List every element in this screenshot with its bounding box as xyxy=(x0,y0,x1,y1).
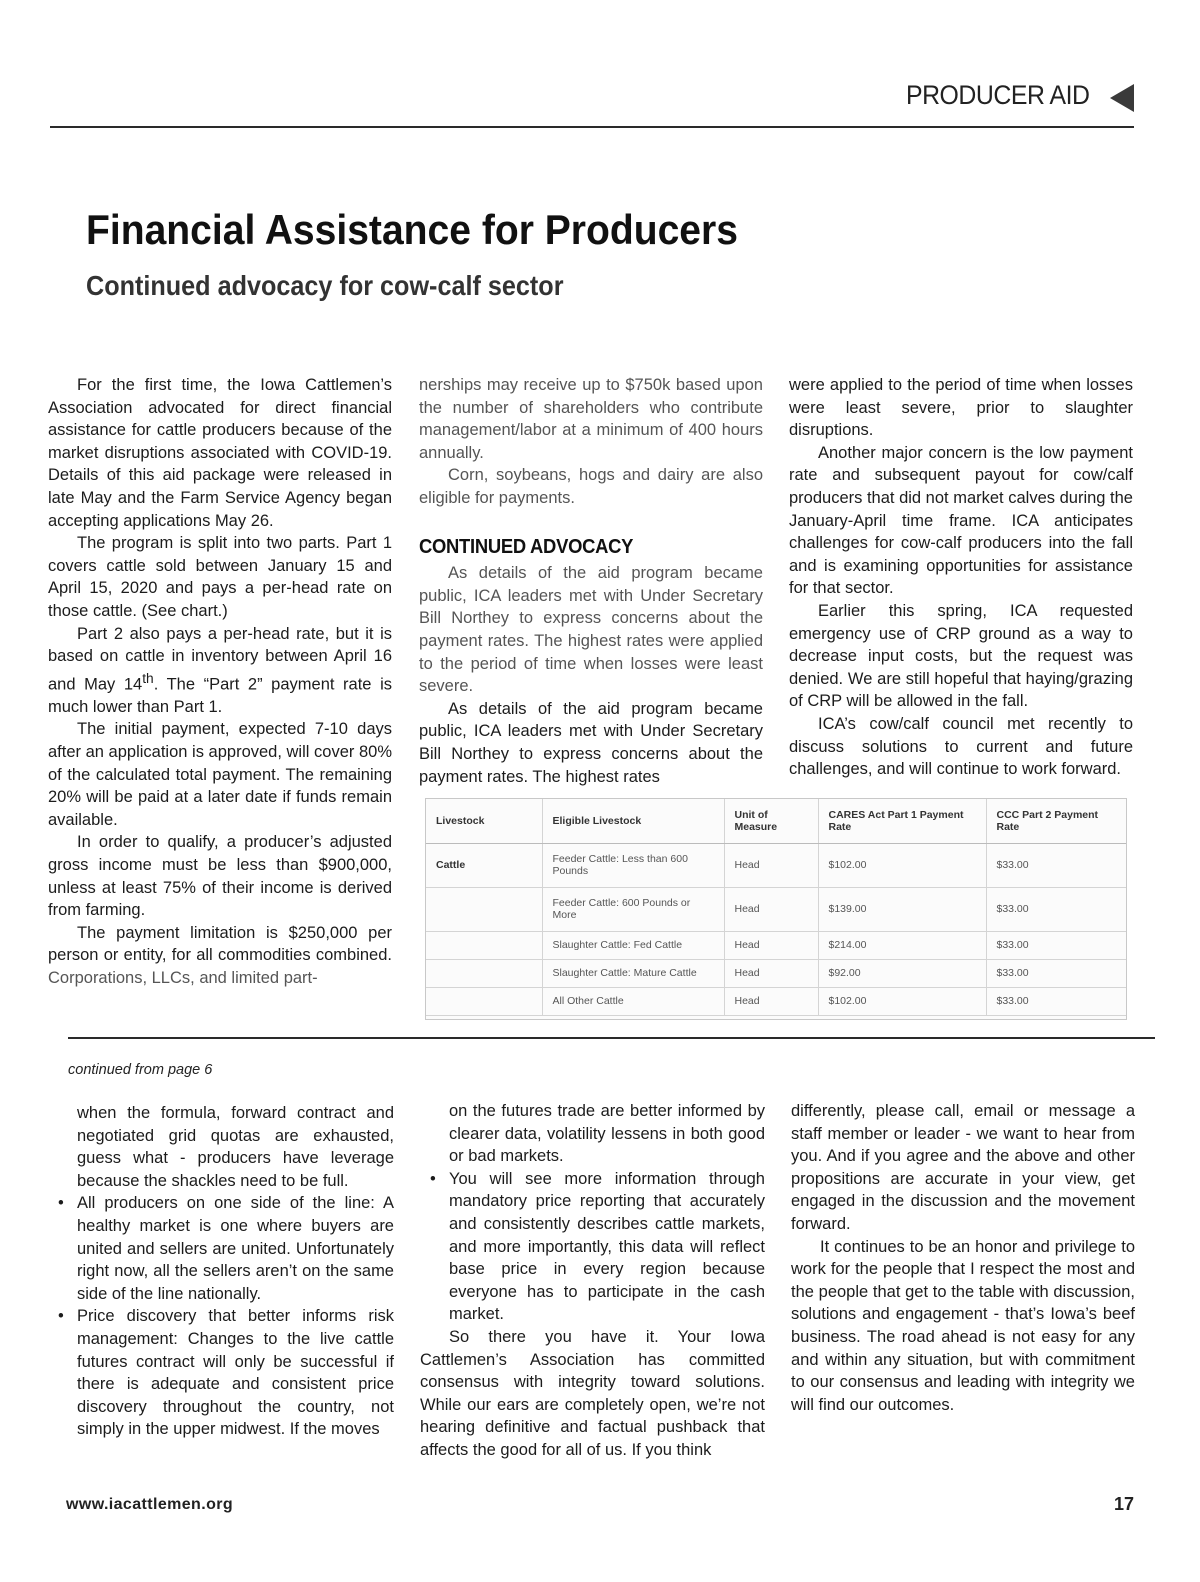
column-header: CARES Act Part 1 Payment Rate xyxy=(818,799,986,843)
table-cell: Slaughter Cattle: Mature Cattle xyxy=(542,959,724,987)
column-header: CCC Part 2 Payment Rate xyxy=(986,799,1126,843)
table-cell: Head xyxy=(724,887,818,931)
paragraph: As details of the aid program became public, ICA leaders met with Under Secretary Bill Northey to express concerns about the payment rates. The highest rates xyxy=(419,699,763,786)
continued-column-1 xyxy=(48,1102,394,1441)
text-run: The payment limitation is $250,000 per person or entity, for all commodities combined. xyxy=(48,923,392,965)
section-label: PRODUCER AID xyxy=(906,80,1090,110)
text-run: Part 2 also pays a per-head rate, but it is based on cattle in inventory between April 16 and May 14 xyxy=(48,624,392,694)
page-number: 17 xyxy=(1113,1494,1134,1514)
paragraph: Earlier this spring, ICA requested emergency use of CRP ground as a way to decrease input costs, but the request was denied. We are still hopeful that haying/grazing of CRP will be allowed in the fall. xyxy=(789,601,1133,711)
header-rule xyxy=(50,126,1134,128)
table-cell xyxy=(426,959,542,987)
paragraph: As details of the aid program became public, ICA leaders met with Under Secretary Bill Northey to express concerns about the payment rates. The highest rates were applied to the period of time when losses were least severe. xyxy=(419,564,763,696)
bullet-item xyxy=(420,1168,765,1326)
paragraph: nerships may receive up to $750k based upon the number of shareholders who contribute management/labor at a minimum of 400 hours annually. xyxy=(419,376,763,462)
footer-url: www.iacattlemen.org xyxy=(66,1496,234,1513)
paragraph: The initial payment, expected 7-10 days after an application is approved, will cover 80% of the calculated total payment. The remaining 20% will be paid at a later date if funds remain available. xyxy=(48,720,392,829)
table-cell: $139.00 xyxy=(818,887,986,931)
table-cell: $214.00 xyxy=(818,931,986,959)
continued-label: continued from page 6 xyxy=(68,1062,213,1078)
paragraph: The program is split into two parts. Part 1 covers cattle sold between January 15 and April 15, 2020 and pays a per-head rate on those cattle. (See chart.) xyxy=(48,534,392,620)
paragraph xyxy=(48,922,392,990)
bullet-item xyxy=(48,1192,394,1305)
text-run: All producers on one side of the line: A healthy market is one where buyers are united and sellers are united. Unfortunately right now, all the sellers aren’t on the same side of the line nationally. xyxy=(77,1194,394,1303)
bullet-icon: • xyxy=(58,1307,64,1326)
table-cell: Feeder Cattle: 600 Pounds or More xyxy=(542,887,724,931)
table-cell: $33.00 xyxy=(986,887,1126,931)
table-cell: Head xyxy=(724,843,818,887)
text-run: You will see more information through mandatory price reporting that accurately and consistently describes cattle markets, and more importantly, this data will reflect base price in every region because everyone has to participate in the cash market. xyxy=(449,1169,765,1324)
table-cell: $33.00 xyxy=(986,931,1126,959)
table-cell: All Other Cattle xyxy=(542,987,724,1015)
article-subtitle: Continued advocacy for cow-calf sector xyxy=(86,270,564,301)
table-cell xyxy=(426,987,542,1015)
table-cell: Head xyxy=(724,931,818,959)
bullet-icon: • xyxy=(58,1194,64,1213)
table-cell: Head xyxy=(724,987,818,1015)
paragraph: when the formula, forward contract and negotiated grid quotas are exhausted, guess what - producers have leverage because the shackles need to be full. xyxy=(77,1104,394,1190)
table-cell: Cattle xyxy=(426,843,542,887)
continued-column-2 xyxy=(420,1100,765,1462)
table-cell: $102.00 xyxy=(818,843,986,887)
table-cell: $33.00 xyxy=(986,959,1126,987)
section-arrow-icon xyxy=(1110,84,1134,112)
column-header: Eligible Livestock xyxy=(542,799,724,843)
table xyxy=(426,799,1126,1016)
paragraph: For the first time, the Iowa Cattlemen’s Association advocated for direct financial assistance for cattle producers because of the market disruptions associated with COVID-19. Details of this aid package were released in late May and the Farm Service Agency began accepting applications May 26. xyxy=(48,376,392,530)
paragraph: Another major concern is the low payment rate and subsequent payout for cow/calf producers that did not market calves during the January-April time frame. ICA anticipates challenges for cow-calf producers into the fall and is examining opportunities for assistance for that sector. xyxy=(789,443,1133,598)
paragraph: differently, please call, email or message a staff member or leader - we want to hear from you. And if you agree and the above and other propositions are accurate in your view, get engaged in the discussion and the movement forward. xyxy=(791,1102,1135,1233)
paragraph: So there you have it. Your Iowa Cattlemen’s Association has committed consensus with integrity toward solutions. While our ears are completely open, we’re not hearing definitive and factual pushback that affects the good for all of us. If you think xyxy=(420,1327,765,1459)
payment-rate-table xyxy=(425,798,1127,1020)
column-header: Livestock xyxy=(426,799,542,843)
paragraph: Corn, soybeans, hogs and dairy are also eligible for payments. xyxy=(419,466,763,507)
table-header-row xyxy=(426,799,1126,843)
paragraph: In order to qualify, a producer’s adjusted gross income must be less than $900,000, unless at least 75% of their income is derived from farming. xyxy=(48,833,392,920)
bullet-item xyxy=(48,1305,394,1441)
article-column-3 xyxy=(789,374,1133,781)
table-cell: Feeder Cattle: Less than 600 Pounds xyxy=(542,843,724,887)
paragraph: It continues to be an honor and privilege to work for the people that I respect the most and the people that get to the table with discussion, solutions and engagement - that’s Iowa’s beef business. The road ahead is not easy for any and within any situation, but with commitment to our consensus and leading with integrity we will find our outcomes. xyxy=(791,1237,1135,1414)
column-header: Unit of Measure xyxy=(724,799,818,843)
table-cell xyxy=(426,887,542,931)
article-column-2 xyxy=(419,374,763,788)
paragraph: on the futures trade are better informed by clearer data, volatility lessens in both good or bad markets. xyxy=(449,1102,765,1166)
table-row xyxy=(426,959,1126,987)
paragraph: were applied to the period of time when losses were least severe, prior to slaughter disruptions. xyxy=(789,376,1133,440)
table-row xyxy=(426,843,1126,887)
bullet-icon: • xyxy=(430,1169,436,1188)
article-column-1 xyxy=(48,374,392,990)
table-row xyxy=(426,887,1126,931)
table-cell: Slaughter Cattle: Fed Cattle xyxy=(542,931,724,959)
table-cell: Head xyxy=(724,959,818,987)
text-run: Price discovery that better informs risk management: Changes to the live cattle futures contract will only be successful if there is adequate and consistent price discovery throughout the country, not simply in the upper midwest. If the moves xyxy=(77,1307,394,1439)
paragraph: ICA’s cow/calf council met recently to discuss solutions to current and future challenges, and will continue to work forward. xyxy=(789,714,1133,779)
table-cell: $92.00 xyxy=(818,959,986,987)
table-row xyxy=(426,931,1126,959)
table-cell: $102.00 xyxy=(818,987,986,1015)
table-cell xyxy=(426,931,542,959)
text-run: Corporations, LLCs, and limited part- xyxy=(48,968,318,987)
superscript: th xyxy=(142,670,154,686)
table-cell: $33.00 xyxy=(986,987,1126,1015)
table-cell: $33.00 xyxy=(986,843,1126,887)
paragraph xyxy=(48,623,392,719)
text-run: . The “Part 2” payment rate is much lower than Part 1. xyxy=(48,675,392,716)
section-divider xyxy=(68,1037,1155,1039)
section-heading: CONTINUED ADVOCACY xyxy=(419,535,634,558)
article-title: Financial Assistance for Producers xyxy=(86,206,738,253)
table-row xyxy=(426,987,1126,1015)
continued-column-3 xyxy=(791,1100,1135,1416)
